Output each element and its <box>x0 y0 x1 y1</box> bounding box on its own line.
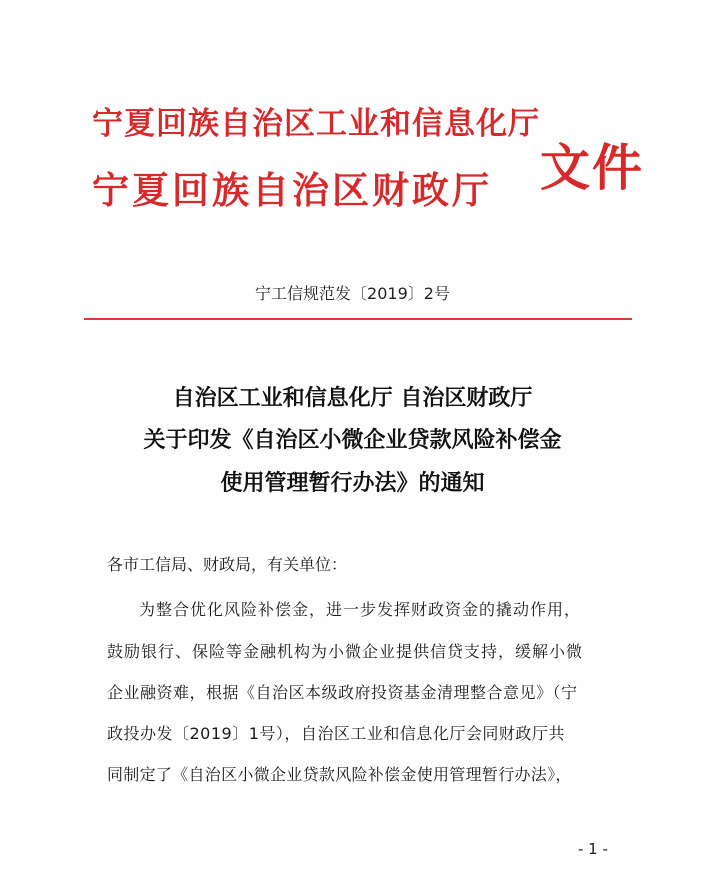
document-header <box>0 0 705 212</box>
title-line-1: 自治区工业和信息化厅 自治区财政厅 <box>172 385 533 411</box>
red-divider-line <box>84 318 632 320</box>
body-line-4: 政投办发〔2019〕1号），自治区工业和信息化厅会同财政厅共 <box>107 724 565 743</box>
file-word: 文件 <box>540 138 644 197</box>
body-line-1: 为整合优化风险补偿金，进一步发挥财政资金的撬动作用， <box>139 600 582 619</box>
page-number: - 1 - <box>578 840 608 858</box>
body-line-5: 同制定了《自治区小微企业贷款风险补偿金使用管理暂行办法》， <box>107 765 572 784</box>
body-line-3: 企业融资难，根据《自治区本级政府投资基金清理整合意见》（宁 <box>107 683 578 702</box>
body-line-2: 鼓励银行、保险等金融机构为小微企业提供信贷支持，缓解小微 <box>107 642 584 661</box>
salutation: 各市工信局、财政局，有关单位： <box>107 555 348 574</box>
issuer-line-2: 宁夏回族自治区财政厅 <box>92 168 492 212</box>
issuer-line-1: 宁夏回族自治区工业和信息化厅 <box>92 106 540 142</box>
title-line-3: 使用管理暂行办法》的通知 <box>220 470 485 496</box>
title-line-2: 关于印发《自治区小微企业贷款风险补偿金 <box>143 427 562 453</box>
document-number: 宁工信规范发〔2019〕2号 <box>255 284 450 303</box>
